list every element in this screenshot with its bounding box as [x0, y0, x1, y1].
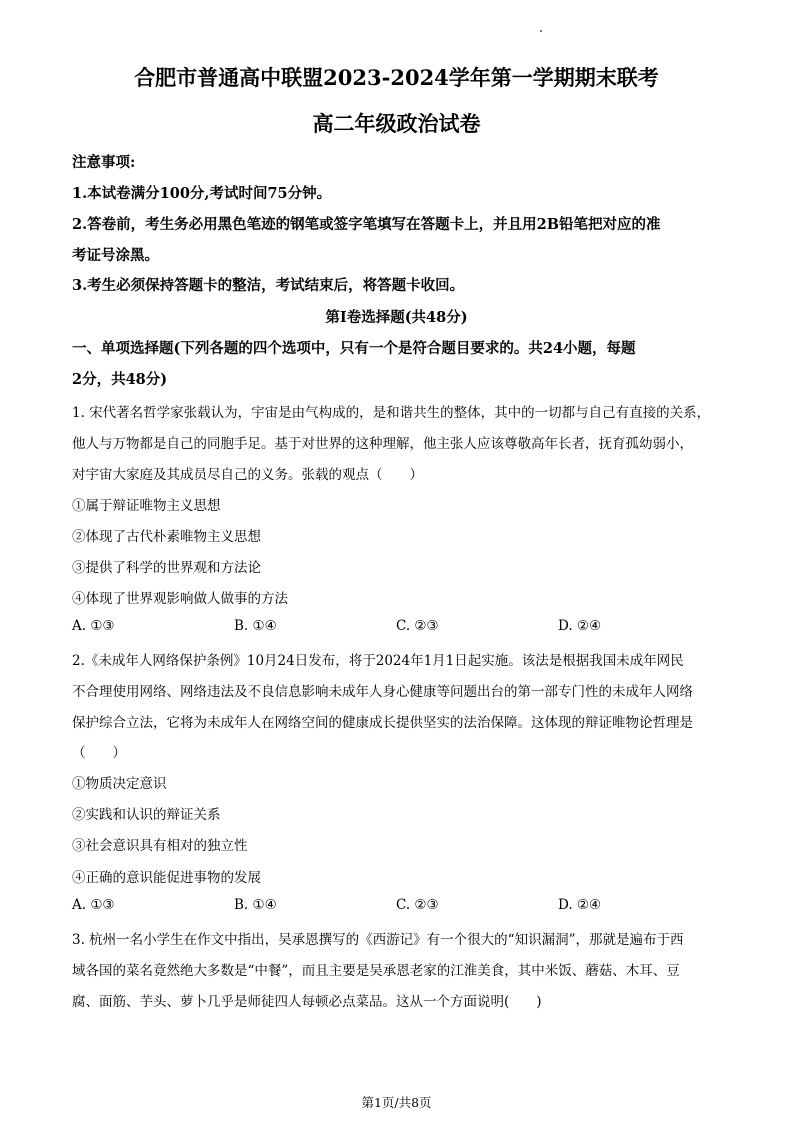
q1-stem-line-2: 他人与万物都是自己的同胞手足。基于对世界的这种理解，他主张人应该尊敬高年长者，抚育孤幼弱小，	[72, 436, 693, 452]
section-instruction-line-1: 一、单项选择题(下列各题的四个选项中，只有一个是符合题目要求的。共24小题，每题	[72, 340, 636, 357]
q1-statement-3: ③提供了科学的世界观和方法论	[72, 560, 261, 576]
q2-stem-line-3: 保护综合立法，它将为未成年人在网络空间的健康成长提供坚实的法治保障。这体现的辩证唯物论哲理是	[72, 715, 693, 731]
q3-stem-line-1: 3. 杭州一名小学生在作文中指出，吴承恩撰写的《西游记》有一个很大的“知识漏洞”，那就是遍布于西	[72, 932, 684, 948]
q1-statement-2: ②体现了古代朴素唯物主义思想	[72, 529, 261, 545]
note-item-3: 3.考生必须保持答题卡的整洁，考试结束后，将答题卡收回。	[72, 277, 465, 294]
notes-heading: 注意事项:	[72, 154, 136, 171]
q1-statement-1: ①属于辩证唯物主义思想	[72, 498, 221, 514]
note-item-2-line-1: 2.答卷前，考生务必用黑色笔迹的钢笔或签字笔填写在答题卡上，并且用2B铅笔把对应的准	[72, 216, 661, 233]
q1-option-a: A. ①③	[72, 618, 115, 634]
q2-option-b: B. ①④	[234, 897, 277, 913]
scan-dot	[540, 30, 542, 32]
q1-stem-line-3: 对宇宙大家庭及其成员尽自己的义务。张载的观点（ ）	[72, 467, 423, 483]
q2-statement-1: ①物质决定意识	[72, 776, 167, 792]
exam-title: 合肥市普通高中联盟2023-2024学年第一学期期末联考	[134, 65, 659, 90]
q2-statement-2: ②实践和认识的辩证关系	[72, 807, 221, 823]
q2-option-a: A. ①③	[72, 897, 115, 913]
q2-stem-line-1: 2.《未成年人网络保护条例》10月24日发布，将于2024年1月1日起实施。该法是根据我国未成年网民	[72, 653, 684, 669]
q3-stem-line-3: 腐、面筋、芋头、萝卜几乎是师徒四人每顿必点菜品。这从一个方面说明( )	[72, 994, 542, 1010]
q2-stem-line-2: 不合理使用网络、网络违法及不良信息影响未成年人身心健康等问题出台的第一部专门性的未成年人网络	[72, 684, 693, 700]
q2-statement-3: ③社会意识具有相对的独立性	[72, 838, 248, 854]
q2-option-c: C. ②③	[396, 897, 439, 913]
q1-option-b: B. ①④	[234, 618, 277, 634]
q1-option-c: C. ②③	[396, 618, 439, 634]
section-instruction-line-2: 2分，共48分)	[72, 371, 168, 388]
q1-stem-line-1: 1. 宋代著名哲学家张载认为，宇宙是由气构成的，是和谐共生的整体，其中的一切都与自己有直接的关系，	[72, 405, 711, 421]
q3-stem-line-2: 域各国的菜名竟然绝大多数是“中餐”，而且主要是吴承恩老家的江淮美食，其中米饭、蘑菇、木耳、豆	[72, 963, 680, 979]
q1-option-d: D. ②④	[558, 618, 602, 634]
note-item-1: 1.本试卷满分100分,考试时间75分钟。	[72, 185, 332, 202]
section-title: 第Ⅰ卷选择题(共48分)	[325, 309, 468, 326]
q2-statement-4: ④正确的意识能促进事物的发展	[72, 870, 261, 886]
note-item-2-line-2: 考证号涂黑。	[72, 247, 159, 264]
q2-stem-line-4: （ ）	[72, 745, 126, 761]
exam-subtitle: 高二年级政治试卷	[312, 111, 481, 136]
page-number: 第1页/共8页	[361, 1095, 432, 1110]
q2-option-d: D. ②④	[558, 897, 602, 913]
q1-statement-4: ④体现了世界观影响做人做事的方法	[72, 591, 288, 607]
